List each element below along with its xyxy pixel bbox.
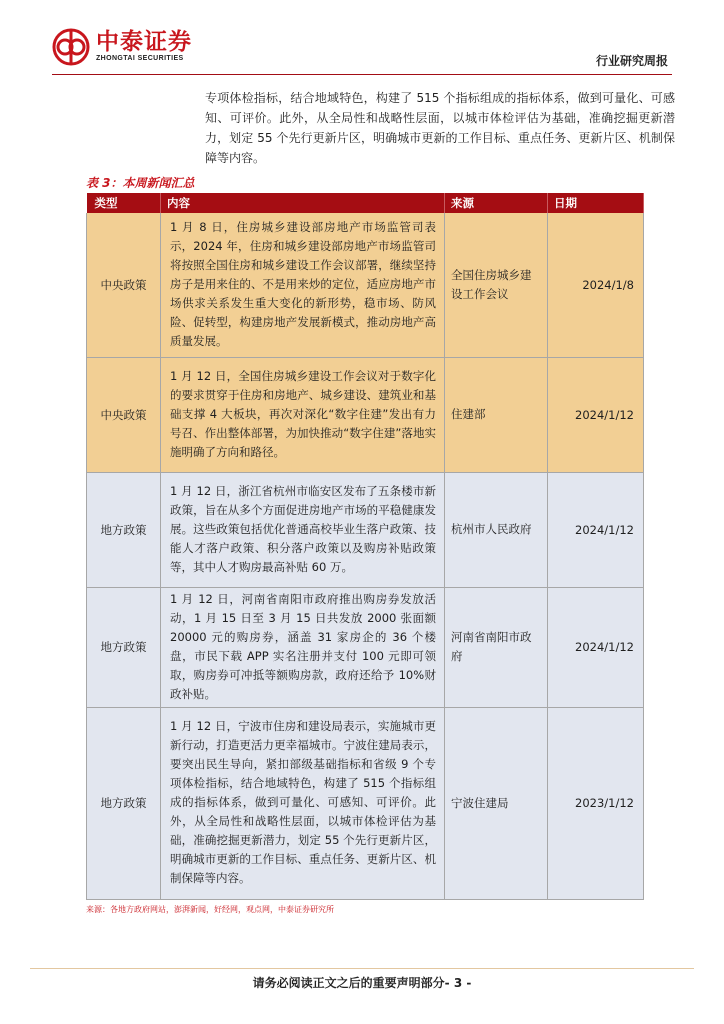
row-date: 2024/1/8 (548, 213, 644, 357)
brand-logo (52, 28, 192, 66)
row-content: 1 月 12 日，河南省南阳市政府推出购房券发放活动，1 月 15 日至 3 月 15 日共发放 2000 张面额 20000 元的购房券，涵盖 31 家房企的 36 个楼盘，市民下载 APP 实名注册并支付 100 元即可领取，购房券可冲抵等额购房款，政府还给予 10%财政补贴。 (161, 587, 445, 707)
table-row (87, 587, 644, 707)
row-content: 1 月 12 日，宁波市住房和建设局表示，实施城市更新行动，打造更活力更幸福城市。宁波住建局表示，要突出民生导向，紧扣部级基础指标和省级 9 个专项体检指标，结合地域特色，构建了 515 个指标组成的指标体系，做到可量化、可感知、可评价。此外，从全局性和战略性层面，以城市体检评估为基础，准确挖掘更新潜力，划定 55 个先行更新片区，明确城市更新的工作目标、重点任务、更新片区、机制保障等内容。 (161, 707, 445, 899)
column-header-source: 来源 (445, 193, 548, 213)
row-date: 2024/1/12 (548, 472, 644, 587)
intro-paragraph: 专项体检指标，结合地域特色，构建了 515 个指标组成的指标体系，做到可量化、可感知、可评价。此外，从全局性和战略性层面，以城市体检评估为基础，准确挖掘更新潜力，划定 55 个先行更新片区，明确城市更新的工作目标、重点任务、更新片区、机制保障等内容。 (205, 91, 675, 165)
table-row (87, 472, 644, 587)
row-content: 1 月 12 日，浙江省杭州市临安区发布了五条楼市新政策，旨在从多个方面促进房地产市场的平稳健康发展。这些政策包括优化普通高校毕业生落户政策、技能人才落户政策、积分落户政策以及购房补贴政策等，其中人才购房最高补贴 60 万。 (161, 472, 445, 587)
row-date: 2024/1/12 (548, 357, 644, 472)
row-type: 地方政策 (87, 587, 161, 707)
row-type: 地方政策 (87, 707, 161, 899)
table-row (87, 357, 644, 472)
brand-name-en: ZHONGTAI SECURITIES (96, 55, 184, 62)
row-source: 杭州市人民政府 (445, 472, 548, 587)
row-date: 2023/1/12 (548, 707, 644, 899)
row-content: 1 月 8 日，住房城乡建设部房地产市场监管司表示，2024 年，住房和城乡建设部房地产市场监管司将按照全国住房和城乡建设工作会议部署，继续坚持房子是用来住的、不是用来炒的定位，适应房地产市场供求关系发生重大变化的新形势，稳市场、防风险、促转型，构建房地产发展新模式，推动房地产高质量发展。 (161, 213, 445, 357)
column-header-type: 类型 (87, 193, 161, 213)
row-date: 2024/1/12 (548, 587, 644, 707)
row-content: 1 月 12 日，全国住房城乡建设工作会议对于数字化的要求贯穿于住房和房地产、城乡建设、建筑业和基础支撑 4 大板块，再次对深化“数字住建”发出有力号召、作出整体部署，为加快推动“数字住建”落地实施明确了方向和路径。 (161, 357, 445, 472)
table-row (87, 213, 644, 357)
news-summary-table (86, 193, 644, 900)
zhongtai-logo-icon (52, 28, 90, 66)
page-header (0, 0, 724, 80)
row-source: 宁波住建局 (445, 707, 548, 899)
report-type: 行业研究周报 (595, 54, 668, 68)
row-type: 中央政策 (87, 357, 161, 472)
row-source: 住建部 (445, 357, 548, 472)
table-row (87, 707, 644, 899)
row-source: 全国住房城乡建设工作会议 (445, 213, 548, 357)
table-source-note: 来源：各地方政府网站，澎湃新闻，好经网，观点网，中泰证券研究所 (86, 905, 334, 914)
column-header-date: 日期 (548, 193, 644, 213)
footer-divider (30, 968, 694, 969)
row-type: 地方政策 (87, 472, 161, 587)
table-title: 表 3：本周新闻汇总 (86, 176, 195, 190)
page-footer: 请务必阅读正文之后的重要声明部分- 3 - (252, 976, 472, 990)
brand-name-cn: 中泰证券 (96, 29, 192, 55)
row-source: 河南省南阳市政府 (445, 587, 548, 707)
column-header-content: 内容 (161, 193, 445, 213)
table-header-row (87, 193, 644, 213)
row-type: 中央政策 (87, 213, 161, 357)
header-divider (52, 74, 672, 75)
